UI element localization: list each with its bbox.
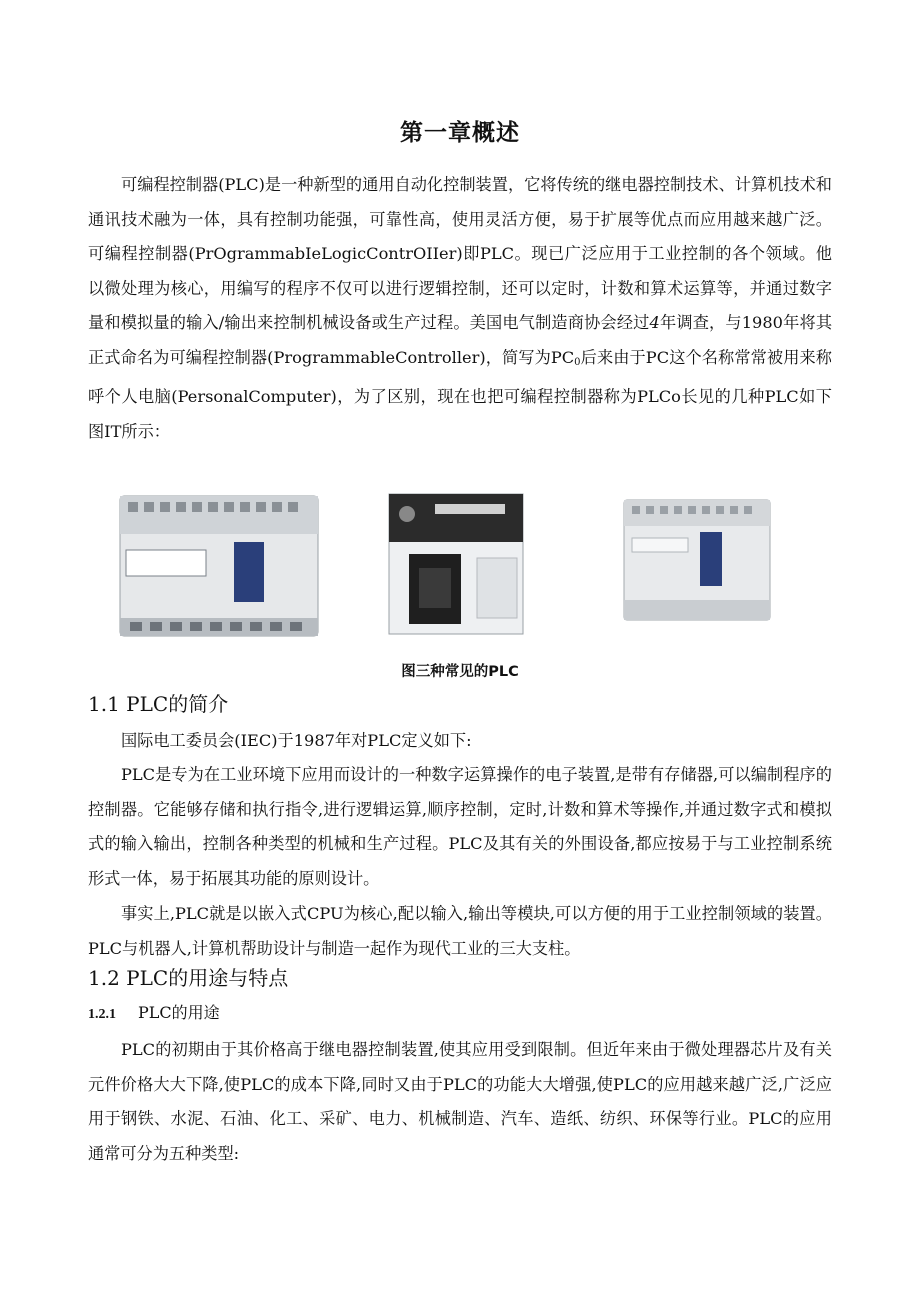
subsection-heading-1-2-1 [88,1000,220,1028]
section-1-1-paragraph-1: 国际电工委员会(IEC)于1987年对PLC定义如下: [121,731,472,750]
intro-subscript: 0 [574,356,581,368]
intro-text-c: 后来由于PC这个名称常常被用来称呼个人电脑(PersonalComputer)，为了区别，现在也把可编程控制器称为PLCo长见的几种PLC如下图IT所示： [88,347,832,441]
intro-text-b: 年调查，与1980年将其正式命名为可编程控制器(ProgrammableController)，简写为PC [88,313,833,367]
intro-number: 4 [649,313,660,332]
intro-text-a: 可编程控制器(PLC)是一种新型的通用自动化控制装置，它将传统的继电器控制技术、计算机技术和通讯技术融为一体，具有控制功能强，可靠性高，使用灵活方便，易于扩展等优点而应用越来越广泛。可编程控制器(PrOgrammabIeLogicContrOIIer)即PLC。现已广泛应用于工业控制的各个领域。他以微处理为核心，用编写的程序不仅可以进行逻辑控制，还可以定时，计数和算术运算等，并通过数字量和模拟量的输入/输出来控制机械设备或生产过程。美国电气制造商协会经过 [88,175,832,332]
subsection-number: 1.2.1 [88,1007,116,1022]
plc-image-3 [622,494,772,626]
plc-image-1 [116,486,322,650]
chapter-title: 第一章概述 [400,120,520,146]
section-1-1-paragraph-2: PLC是专为在工业环境下应用而设计的一种数字运算操作的电子装置,是带有存储器,可以编制程序的控制器。它能够存储和执行指令,进行逻辑运算,顺序控制，定时,计数和算术等操作,并通过数字式和模拟式的输入输出，控制各种类型的机械和生产过程。PLC及其有关的外围设备,都应按易于与工业控制系统形式一体，易于拓展其功能的原则设计。 [88,765,832,888]
figure-caption: 图三种常见的PLC [401,664,519,680]
plc-image-2 [385,488,529,640]
section-heading-1-2: 1.2 PLC的用途与特点 [88,966,289,990]
subsection-title: PLC的用途 [138,1003,220,1022]
section-1-2-1-paragraph-1: PLC的初期由于其价格高于继电器控制装置,使其应用受到限制。但近年来由于微处理器芯片及有关元件价格大大下降,使PLC的成本下降,同时又由于PLC的功能大大增强,使PLC的应用越来越广泛,广泛应用于钢铁、水泥、石油、化工、采矿、电力、机械制造、汽车、造纸、纺织、环保等行业。PLC的应用通常可分为五种类型: [88,1040,832,1163]
section-heading-1-1: 1.1 PLC的简介 [88,692,229,716]
intro-paragraph [88,168,832,449]
section-1-1-paragraph-3: 事实上,PLC就是以嵌入式CPU为核心,配以输入,输出等模块,可以方便的用于工业控制领域的装置。PLC与机器人,计算机帮助设计与制造一起作为现代工业的三大支柱。 [88,904,832,958]
